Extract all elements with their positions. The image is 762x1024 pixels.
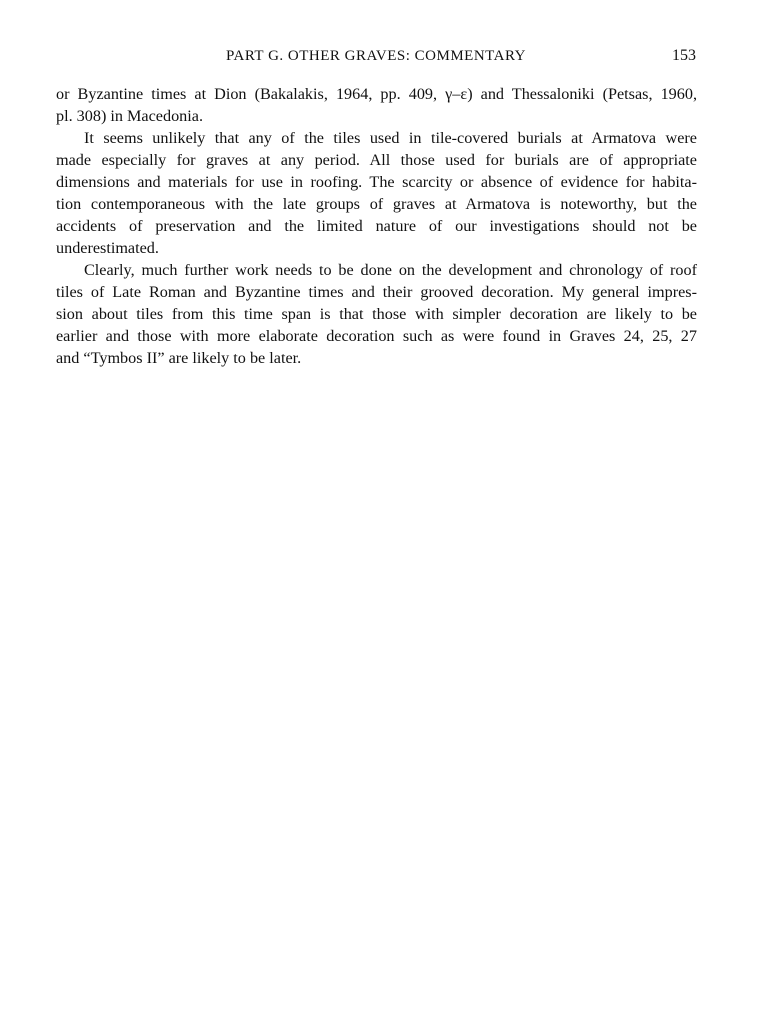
paragraph-3 xyxy=(56,259,697,369)
text-line: pl. 308) in Macedonia. xyxy=(56,107,203,125)
text-line: It seems unlikely that any of the tiles used in tile-covered burials at Armatova were xyxy=(84,129,697,147)
text-line: sion about tiles from this time span is that those with simpler decoration are likely to be xyxy=(56,305,697,323)
text-line: made especially for graves at any period. All those used for burials are of appropriate xyxy=(56,151,697,169)
paragraph-2 xyxy=(56,127,697,259)
body-text xyxy=(56,83,697,369)
text-line: Clearly, much further work needs to be done on the development and chronology of roof xyxy=(84,261,697,279)
paragraph-1 xyxy=(56,83,697,127)
text-line: or Byzantine times at Dion (Bakalakis, 1964, pp. 409, γ–ε) and Thessaloniki (Petsas, 1960, xyxy=(56,85,697,103)
page-header xyxy=(56,46,696,66)
text-line: underestimated. xyxy=(56,239,159,257)
text-line: tiles of Late Roman and Byzantine times and their grooved decoration. My general impres- xyxy=(56,283,697,301)
text-line: accidents of preservation and the limited nature of our investigations should not be xyxy=(56,217,697,235)
text-line: tion contemporaneous with the late groups of graves at Armatova is noteworthy, but the xyxy=(56,195,697,213)
text-line: and “Tymbos II” are likely to be later. xyxy=(56,349,302,367)
text-line: earlier and those with more elaborate decoration such as were found in Graves 24, 25, 27 xyxy=(56,327,697,345)
running-head: PART G. OTHER GRAVES: COMMENTARY xyxy=(226,48,526,64)
text-line: dimensions and materials for use in roofing. The scarcity or absence of evidence for habita- xyxy=(56,173,697,191)
page-number: 153 xyxy=(672,47,696,64)
